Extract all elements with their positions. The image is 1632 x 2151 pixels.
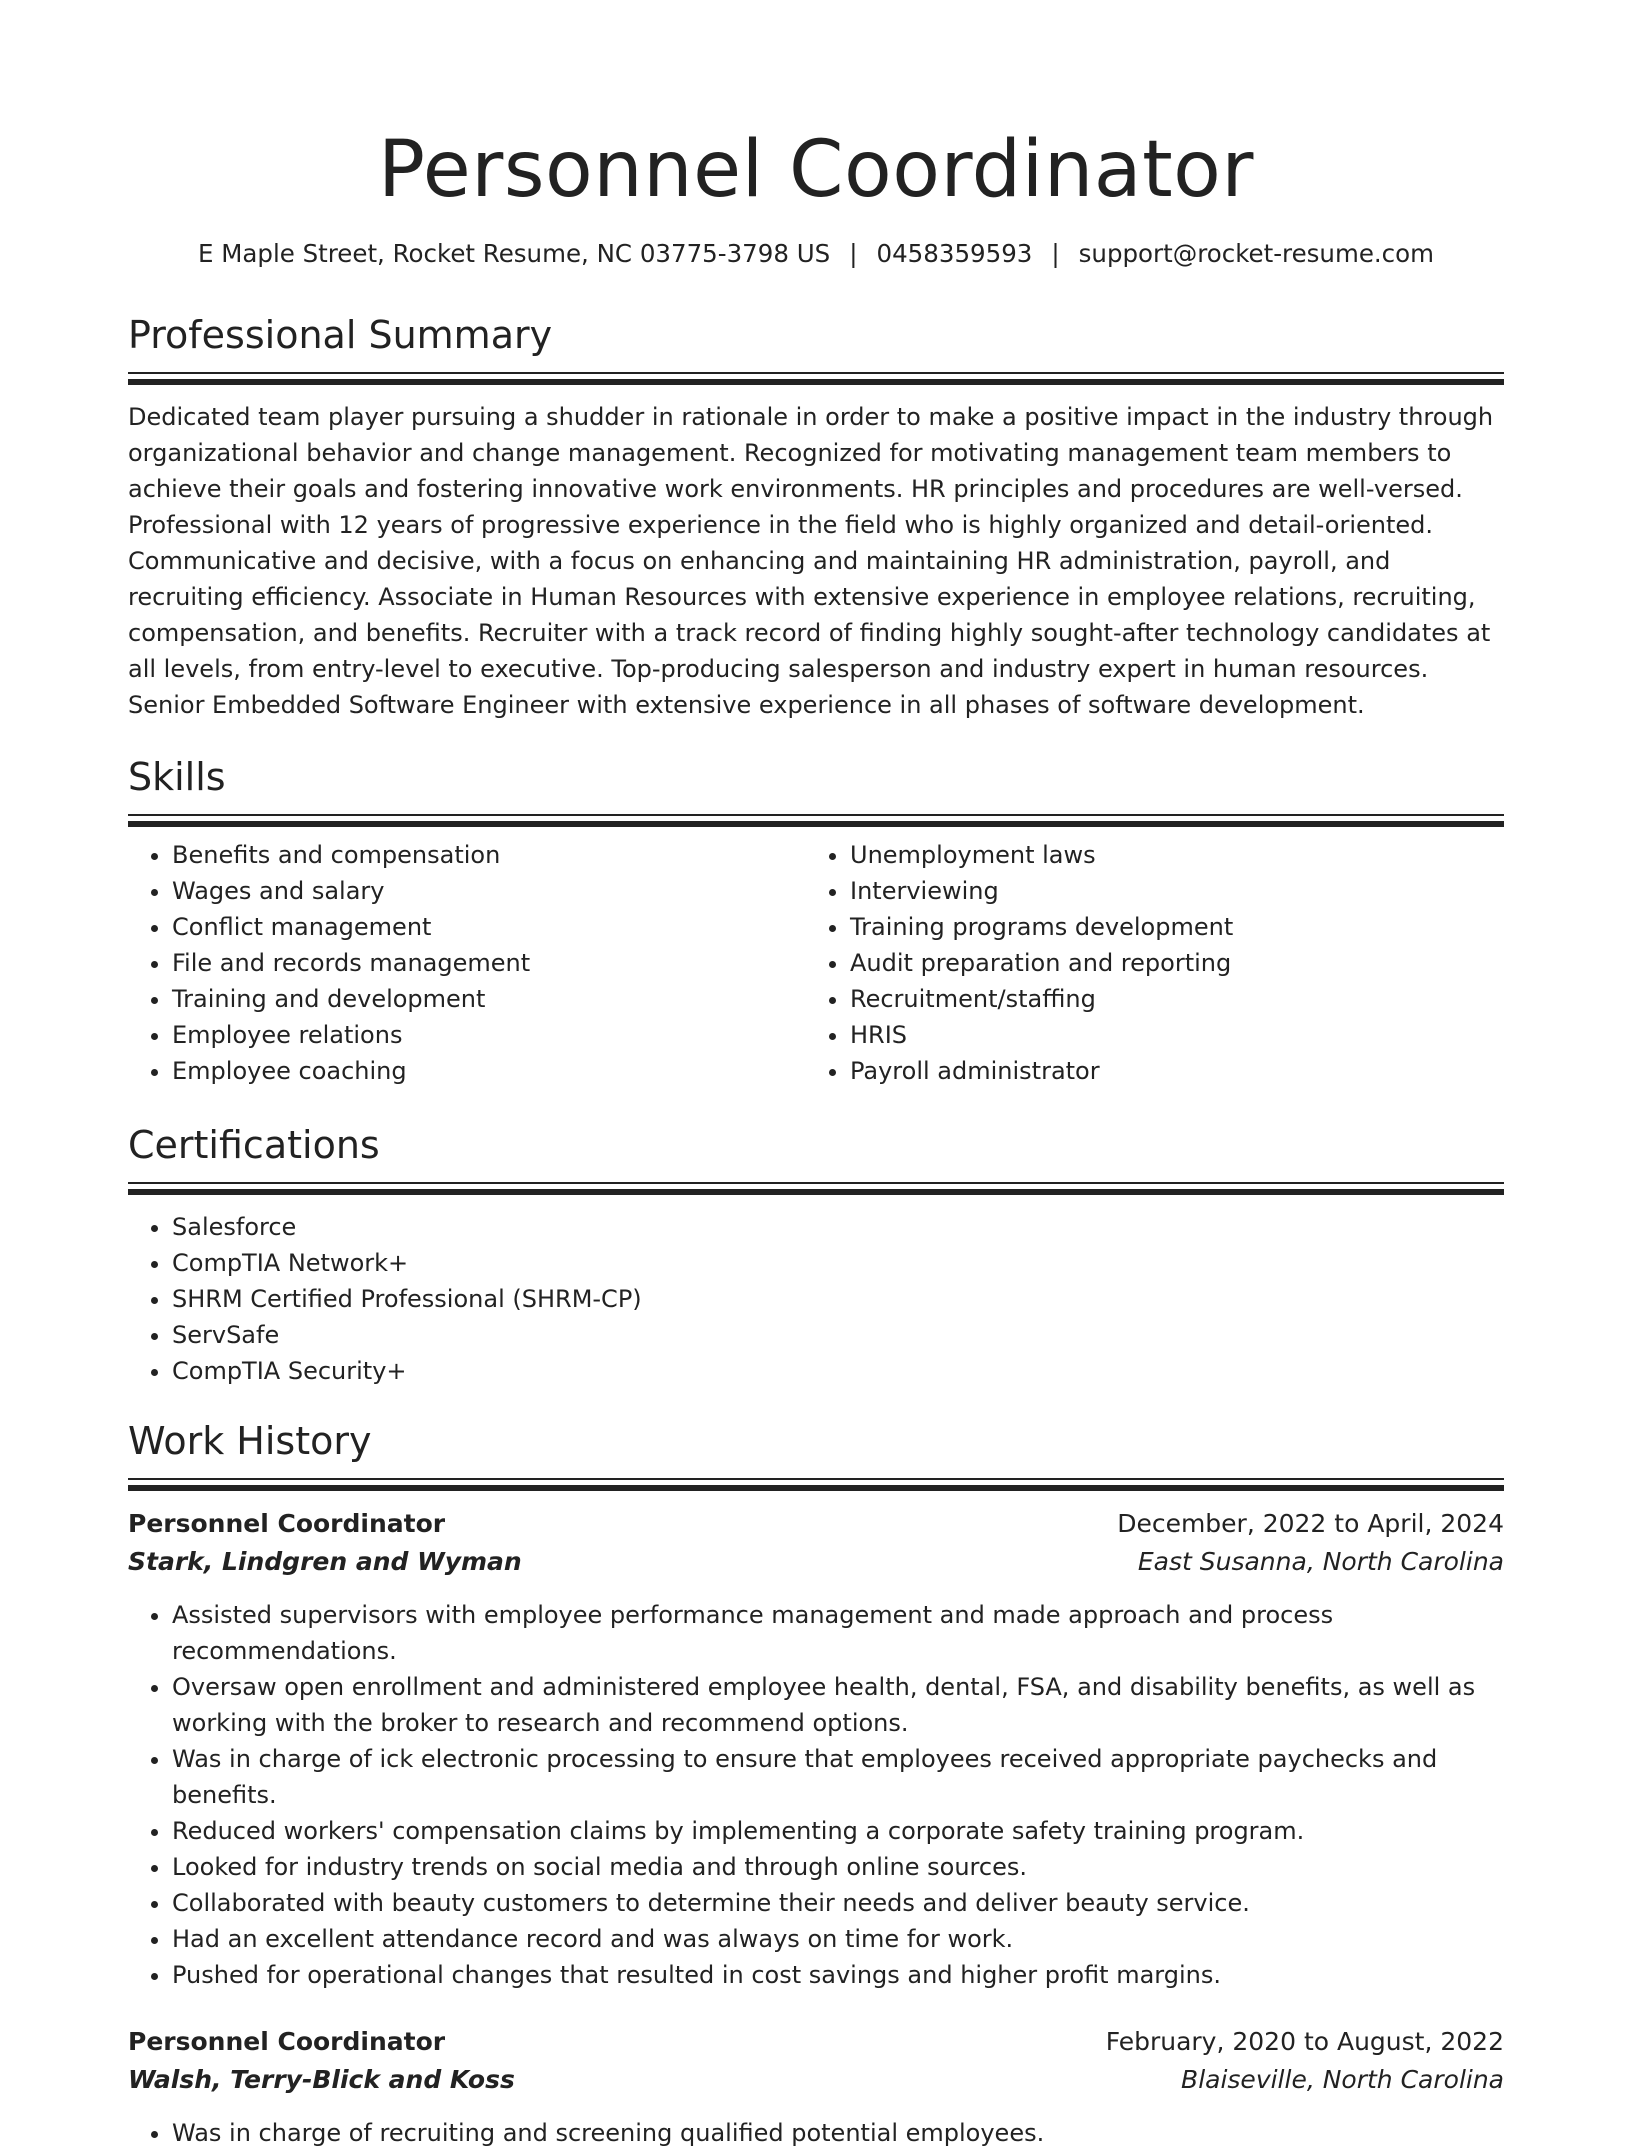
certification-item: • ServSafe (172, 1317, 1504, 1353)
job-bullet: • Had an excellent attendance record and was always on time for work. (172, 1921, 1504, 1957)
skill-item: • Recruitment/staffing (850, 981, 1484, 1017)
certification-item: • CompTIA Security+ (172, 1353, 1504, 1389)
job-bullet: • Pushed for operational changes that resulted in cost savings and higher profit margins. (172, 1957, 1504, 1993)
skill-item: • Training programs development (850, 909, 1484, 945)
skill-item: • HRIS (850, 1017, 1484, 1053)
job-subheader (128, 2061, 1504, 2099)
certification-item: • SHRM Certified Professional (SHRM-CP) (172, 1281, 1504, 1317)
summary-text: Dedicated team player pursuing a shudder in rationale in order to make a positive impact in the industry through organizational behavior and change management. Recognized for motivating management team members to achieve their goals and fostering innovative work environments. HR principles and procedures are well-versed. Professional with 12 years of progressive experience in the field who is highly organized and detail-oriented. Communicative and decisive, with a focus on enhancing and maintaining HR administration, payroll, and recruiting efficiency. Associate in Human Resources with extensive experience in employee relations, recruiting, compensation, and benefits. Recruiter with a track record of finding highly sought-after technology candidates at all levels, from entry-level to executive. Top-producing salesperson and industry expert in human resources. Senior Embedded Software Engineer with extensive experience in all phases of software development. (128, 403, 1494, 719)
skill-item: • Audit preparation and reporting (850, 945, 1484, 981)
contact-phone: 0458359593 (876, 239, 1033, 268)
section-divider (128, 814, 1504, 827)
skill-item: • Conflict management (172, 909, 806, 945)
contact-email[interactable]: support@rocket-resume.com (1078, 239, 1435, 268)
skill-item: • Benefits and compensation (172, 837, 806, 873)
job-bullet: • Reduced workers' compensation claims by implementing a corporate safety training program. (172, 1813, 1504, 1849)
skill-item: • Interviewing (850, 873, 1484, 909)
job-bullet: • Assisted supervisors with employee performance management and made approach and process recommendations. (172, 1597, 1504, 1669)
job-location: Blaiseville, North Carolina (1181, 2065, 1504, 2094)
contact-address: E Maple Street, Rocket Resume, NC 03775-3798 US (197, 239, 831, 268)
job-title: Personnel Coordinator (128, 1509, 446, 1538)
section-divider (128, 372, 1504, 385)
section-title-certifications: Certifications (128, 1123, 380, 1167)
skills-grid (128, 837, 1504, 1089)
job-header (128, 1505, 1504, 1543)
skill-item: • Wages and salary (172, 873, 806, 909)
job-entry (128, 1505, 1504, 1993)
section-title-skills: Skills (128, 755, 226, 799)
job-entry (128, 2023, 1504, 2151)
skill-item: • Employee relations (172, 1017, 806, 1053)
job-location: East Susanna, North Carolina (1137, 1547, 1504, 1576)
resume-name: Personnel Coordinator (378, 125, 1254, 215)
work-history-section (128, 1416, 1504, 2151)
section-title-summary: Professional Summary (128, 313, 553, 357)
job-company: Walsh, Terry-Blick and Koss (128, 2065, 515, 2094)
skills-column-left (128, 837, 806, 1089)
job-title: Personnel Coordinator (128, 2027, 446, 2056)
certifications-section (128, 1120, 1504, 1389)
skills-section (128, 752, 1504, 1089)
skill-item: • Payroll administrator (850, 1053, 1484, 1089)
summary-section (128, 310, 1504, 723)
section-title-work-history: Work History (128, 1419, 372, 1463)
job-bullet: • Was in charge of recruiting and screening qualified potential employees. (172, 2115, 1504, 2151)
skill-item: • Employee coaching (172, 1053, 806, 1089)
skill-item: • Unemployment laws (850, 837, 1484, 873)
section-divider (128, 1478, 1504, 1491)
job-dates: December, 2022 to April, 2024 (1117, 1509, 1504, 1538)
contact-separator: | (849, 239, 858, 268)
job-bullet: • Looked for industry trends on social media and through online sources. (172, 1849, 1504, 1885)
resume-page (128, 0, 1504, 2147)
job-bullet: • Collaborated with beauty customers to determine their needs and deliver beauty service. (172, 1885, 1504, 1921)
skill-item: • Training and development (172, 981, 806, 1017)
contact-separator: | (1051, 239, 1060, 268)
job-dates: February, 2020 to August, 2022 (1105, 2027, 1504, 2056)
contact-line (128, 238, 1504, 270)
certification-item: • Salesforce (172, 1209, 1504, 1245)
section-divider (128, 1182, 1504, 1195)
certification-item: • CompTIA Network+ (172, 1245, 1504, 1281)
job-company: Stark, Lindgren and Wyman (128, 1547, 522, 1576)
job-subheader (128, 1543, 1504, 1581)
job-bullet: • Oversaw open enrollment and administered employee health, dental, FSA, and disability benefits, as well as working with the broker to research and recommend options. (172, 1669, 1504, 1741)
skills-column-right (806, 837, 1484, 1089)
job-header (128, 2023, 1504, 2061)
skill-item: • File and records management (172, 945, 806, 981)
job-bullet: • Was in charge of ick electronic processing to ensure that employees received appropriate paychecks and benefits. (172, 1741, 1504, 1813)
